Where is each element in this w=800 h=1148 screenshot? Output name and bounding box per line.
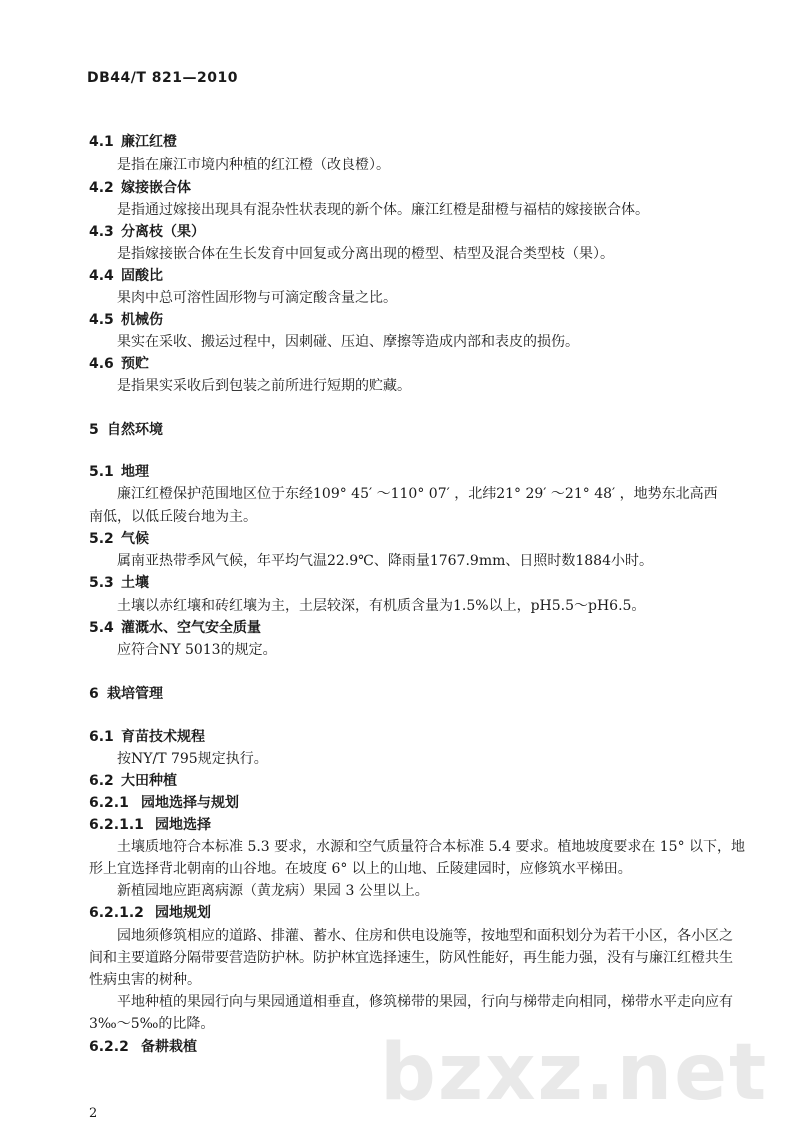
clause-6-2-2-heading (89, 1037, 197, 1057)
clause-6-2-heading (89, 771, 177, 791)
clause-4-3-text: 是指嫁接嵌合体在生长发育中回复或分离出现的橙型、桔型及混合类型枝（果）。 (117, 246, 614, 262)
clause-4-3-heading (89, 222, 205, 242)
clause-6-2-1-2-para1-line2: 间和主要道路分隔带要营造防护林。防护林宜选择速生，防风性能好，再生能力强，没有与廉江红橙共生 (89, 950, 733, 966)
clause-number: 5.3 (89, 575, 114, 591)
clause-5-2-text: 属南亚热带季风气候，年平均气温22.9℃、降雨量1767.9mm、日照时数1884小时。 (117, 553, 653, 569)
clause-number: 6.2.1.1 (89, 817, 144, 833)
section-number: 5 (89, 422, 99, 438)
clause-number: 4.6 (89, 356, 114, 372)
clause-4-4-heading (89, 266, 163, 286)
clause-number: 6.1 (89, 729, 114, 745)
section-number: 6 (89, 686, 99, 702)
clause-4-2-text: 是指通过嫁接出现具有混杂性状表现的新个体。廉江红橙是甜橙与福桔的嫁接嵌合体。 (117, 202, 649, 218)
clause-6-2-1-2-para1-line1: 园地须修筑相应的道路、排灌、蓄水、住房和供电设施等，按地型和面积划分为若干小区，各小区之 (117, 928, 733, 944)
section-5-heading (89, 420, 163, 440)
clause-5-4-text: 应符合NY 5013的规定。 (117, 642, 277, 658)
clause-6-2-1-2-para1-line3: 性病虫害的树种。 (89, 972, 201, 988)
clause-5-1-text-line1: 廉江红橙保护范围地区位于东经109° 45′ ～110° 07′ ，北纬21° 29′ ～21° 48′ ，地势东北高西 (117, 486, 718, 502)
clause-6-1-heading (89, 727, 205, 747)
clause-number: 5.4 (89, 620, 114, 636)
clause-6-1-text: 按NY/T 795规定执行。 (117, 751, 268, 767)
clause-title: 固酸比 (121, 268, 163, 284)
clause-5-1-heading (89, 462, 149, 482)
clause-number: 6.2.1.2 (89, 905, 144, 921)
clause-number: 4.4 (89, 268, 114, 284)
clause-4-5-text: 果实在采收、搬运过程中，因刺碰、压迫、摩擦等造成内部和表皮的损伤。 (117, 334, 579, 350)
document-id: DB44/T 821—2010 (87, 70, 238, 86)
clause-title: 大田种植 (121, 773, 177, 789)
clause-5-2-heading (89, 529, 149, 549)
clause-4-6-text: 是指果实采收后到包装之前所进行短期的贮藏。 (117, 378, 411, 394)
page-number: 2 (89, 1106, 98, 1121)
clause-title: 预贮 (121, 356, 149, 372)
section-6-heading (89, 684, 163, 704)
clause-6-2-1-heading (89, 793, 239, 813)
clause-6-2-1-1-para2: 新植园地应距离病源（黄龙病）果园 3 公里以上。 (117, 883, 429, 899)
clause-title: 园地选择 (155, 817, 211, 833)
clause-number: 5.1 (89, 464, 114, 480)
clause-5-1-text-line2: 南低，以低丘陵台地为主。 (89, 509, 257, 525)
clause-number: 6.2 (89, 773, 114, 789)
clause-number: 4.2 (89, 180, 114, 196)
clause-4-5-heading (89, 310, 163, 330)
clause-4-2-heading (89, 178, 191, 198)
clause-title: 分离枝（果） (121, 224, 205, 240)
clause-number: 5.2 (89, 531, 114, 547)
clause-6-2-1-2-heading (89, 903, 211, 923)
clause-title: 园地选择与规划 (141, 795, 239, 811)
clause-title: 备耕栽植 (141, 1039, 197, 1055)
clause-title: 灌溉水、空气安全质量 (121, 620, 261, 636)
clause-title: 气候 (121, 531, 149, 547)
clause-number: 4.3 (89, 224, 114, 240)
clause-5-3-heading (89, 573, 149, 593)
clause-title: 机械伤 (121, 312, 163, 328)
clause-4-1-text: 是指在廉江市境内种植的红江橙（改良橙）。 (117, 157, 390, 173)
clause-6-2-1-1-para1-line2: 形上宜选择背北朝南的山谷地。在坡度 6° 以上的山地、丘陵建园时，应修筑水平梯田。 (89, 861, 632, 877)
clause-5-4-heading (89, 618, 261, 638)
clause-6-2-1-2-para2-line2: 3‰～5‰的比降。 (89, 1016, 215, 1032)
section-title: 栽培管理 (107, 686, 163, 702)
clause-4-1-heading (89, 132, 177, 152)
clause-4-4-text: 果肉中总可溶性固形物与可滴定酸含量之比。 (117, 290, 397, 306)
clause-number: 6.2.2 (89, 1039, 129, 1055)
clause-6-2-1-1-heading (89, 815, 211, 835)
clause-title: 育苗技术规程 (121, 729, 205, 745)
clause-title: 廉江红橙 (121, 134, 177, 150)
clause-title: 土壤 (121, 575, 149, 591)
clause-number: 6.2.1 (89, 795, 129, 811)
clause-4-6-heading (89, 354, 149, 374)
clause-number: 4.5 (89, 312, 114, 328)
clause-title: 嫁接嵌合体 (121, 180, 191, 196)
clause-6-2-1-2-para2-line1: 平地种植的果园行向与果园通道相垂直，修筑梯带的果园，行向与梯带走向相同，梯带水平走向应有 (117, 994, 733, 1010)
clause-6-2-1-1-para1-line1: 土壤质地符合本标准 5.3 要求，水源和空气质量符合本标准 5.4 要求。植地坡度要求在 15° 以下，地 (117, 839, 746, 855)
clause-title: 园地规划 (155, 905, 211, 921)
clause-number: 4.1 (89, 134, 114, 150)
watermark: bzxz.net (380, 1028, 769, 1118)
clause-5-3-text: 土壤以赤红壤和砖红壤为主，土层较深，有机质含量为1.5%以上，pH5.5～pH6.5。 (117, 598, 646, 614)
section-title: 自然环境 (107, 422, 163, 438)
clause-title: 地理 (121, 464, 149, 480)
